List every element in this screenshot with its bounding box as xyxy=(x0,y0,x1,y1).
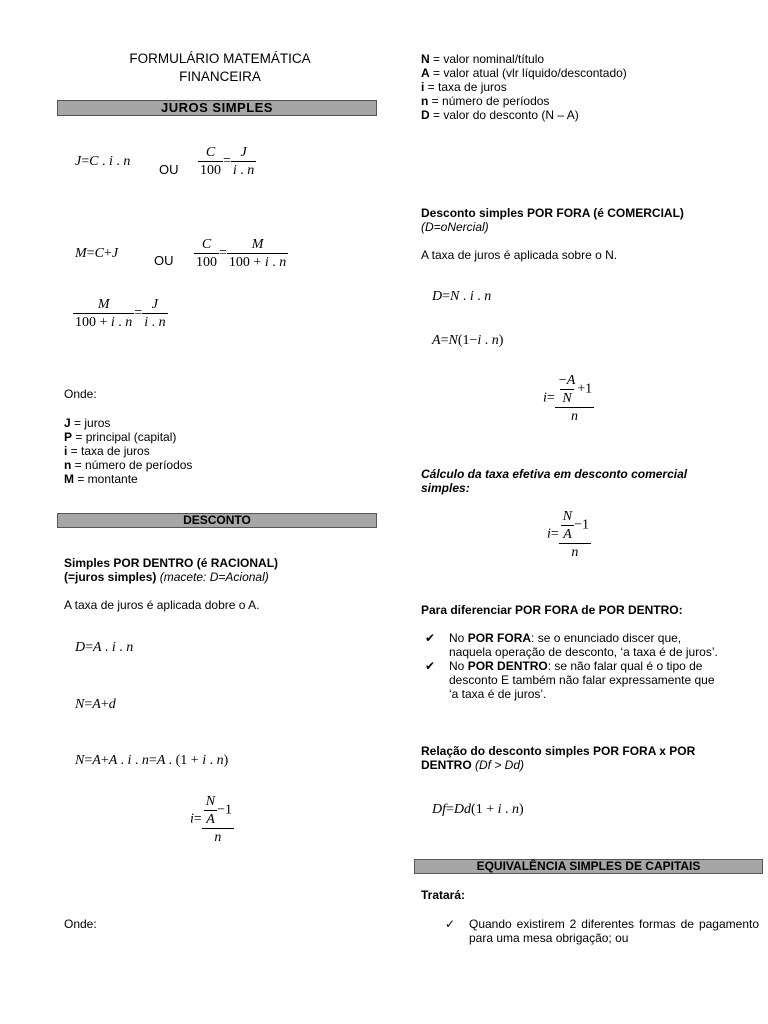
var-n-periodos: n = número de períodos xyxy=(421,94,550,108)
title-line-2: FINANCEIRA xyxy=(179,69,261,84)
formula-n-a-ain: N=A+A . i . n=A . (1 + i . n) xyxy=(75,753,229,768)
ou-label-1: OU xyxy=(159,162,179,177)
dentro-title-line1: Simples POR DENTRO (é RACIONAL) xyxy=(64,556,279,570)
fora-subtitle: (D=oNercial) xyxy=(421,220,489,234)
fora-title-block xyxy=(421,206,684,234)
relacao-title: Relação do desconto simples POR FORA x POR DENTRO xyxy=(421,744,696,772)
var-a-atual: A = valor atual (vlr líquido/descontado) xyxy=(421,66,627,80)
tratara-list xyxy=(441,917,759,945)
tratara-label: Tratará: xyxy=(421,888,466,902)
var-d-desconto: D = valor do desconto (N – A) xyxy=(421,108,579,122)
formula-i-fora: i= $\frac{-A}{N}$ +1 n xyxy=(543,373,593,424)
var-n-nominal: N = valor nominal/título xyxy=(421,52,545,66)
dentro-macete: (macete: D=Acional) xyxy=(156,570,269,584)
var-m: M = montante xyxy=(64,472,138,486)
var-i-taxa: i = taxa de juros xyxy=(421,80,507,94)
dentro-title xyxy=(64,556,278,584)
formula-m-cj: M=C+J xyxy=(75,246,119,261)
formula-d-ain: D=A . i . n xyxy=(75,640,134,655)
diferenciar-title: Para diferenciar POR FORA de POR DENTRO: xyxy=(421,603,683,617)
formula-c100-jin: $\frac{C}{100}$ = $\frac{J}{i . n}$ xyxy=(200,145,255,178)
section-desconto: DESCONTO xyxy=(57,513,377,528)
diferenciar-item-dentro: ✔ No POR DENTRO: se não falar qual é o tipo de desconto E também não falar expressamente que ‘a taxa é de juros’. xyxy=(425,659,715,701)
var-p: P = principal (capital) xyxy=(64,430,177,444)
section-equivalencia: EQUIVALÊNCIA SIMPLES DE CAPITAIS xyxy=(414,859,763,874)
formula-d-nin: D=N . i . n xyxy=(432,289,492,304)
check-icon: ✔ xyxy=(425,631,436,645)
dentro-title-line2: (=juros simples) xyxy=(64,570,157,584)
title-line-1: FORMULÁRIO MATEMÁTICA xyxy=(129,51,311,66)
variables-list-juros xyxy=(64,416,192,486)
onde-label: Onde: xyxy=(64,387,97,401)
efetiva-title: Cálculo da taxa efetiva em desconto comercial simples: xyxy=(421,467,688,495)
relacao-inequality: (Df > Dd) xyxy=(471,758,525,772)
variables-list-desconto xyxy=(421,52,627,122)
formula-j-cin: J=C . i . n xyxy=(75,154,131,169)
formula-i-efetiva: i= $\frac{N}{A}$ −1 n xyxy=(547,509,590,560)
section-juros-simples: JUROS SIMPLES xyxy=(57,100,377,116)
formula-a-n1in: A=N(1−i . n) xyxy=(432,333,504,348)
diferenciar-item-fora: ✔ No POR FORA: se o enunciado discer que, naquela operação de desconto, ‘a taxa é de juros’. xyxy=(425,631,718,659)
var-i: i = taxa de juros xyxy=(64,444,150,458)
formula-n-ad: N=A+d xyxy=(75,697,116,712)
var-n: n = número de períodos xyxy=(64,458,193,472)
formula-df-dd: Df=Dd(1 + i . n) xyxy=(432,802,524,817)
check-icon: ✓ xyxy=(445,917,456,931)
check-icon: ✔ xyxy=(425,659,436,673)
ou-label-2: OU xyxy=(154,253,174,268)
fora-taxa-text: A taxa de juros é aplicada sobre o N. xyxy=(421,248,618,262)
formula-c100-m100in: $\frac{C}{100}$ = $\frac{M}{100 + i . n}$ xyxy=(196,237,287,270)
var-j: J = juros xyxy=(64,416,111,430)
fora-title: Desconto simples POR FORA (é COMERCIAL) xyxy=(421,206,684,220)
onde-label-2: Onde: xyxy=(64,917,97,931)
formula-i-dentro: i= $\frac{N}{A}$ −1 n xyxy=(190,794,233,845)
tratara-item: ✓ Quando existirem 2 diferentes formas de pagamento para uma mesa obrigação; ou xyxy=(445,917,759,945)
relacao-title-block xyxy=(421,744,721,772)
formula-m100in-jin: $\frac{M}{100 + i . n}$ = $\frac{J}{i . n}$ xyxy=(75,297,166,330)
diferenciar-list xyxy=(421,631,726,701)
document-title xyxy=(60,50,380,86)
dentro-taxa-text: A taxa de juros é aplicada dobre o A. xyxy=(64,598,260,612)
